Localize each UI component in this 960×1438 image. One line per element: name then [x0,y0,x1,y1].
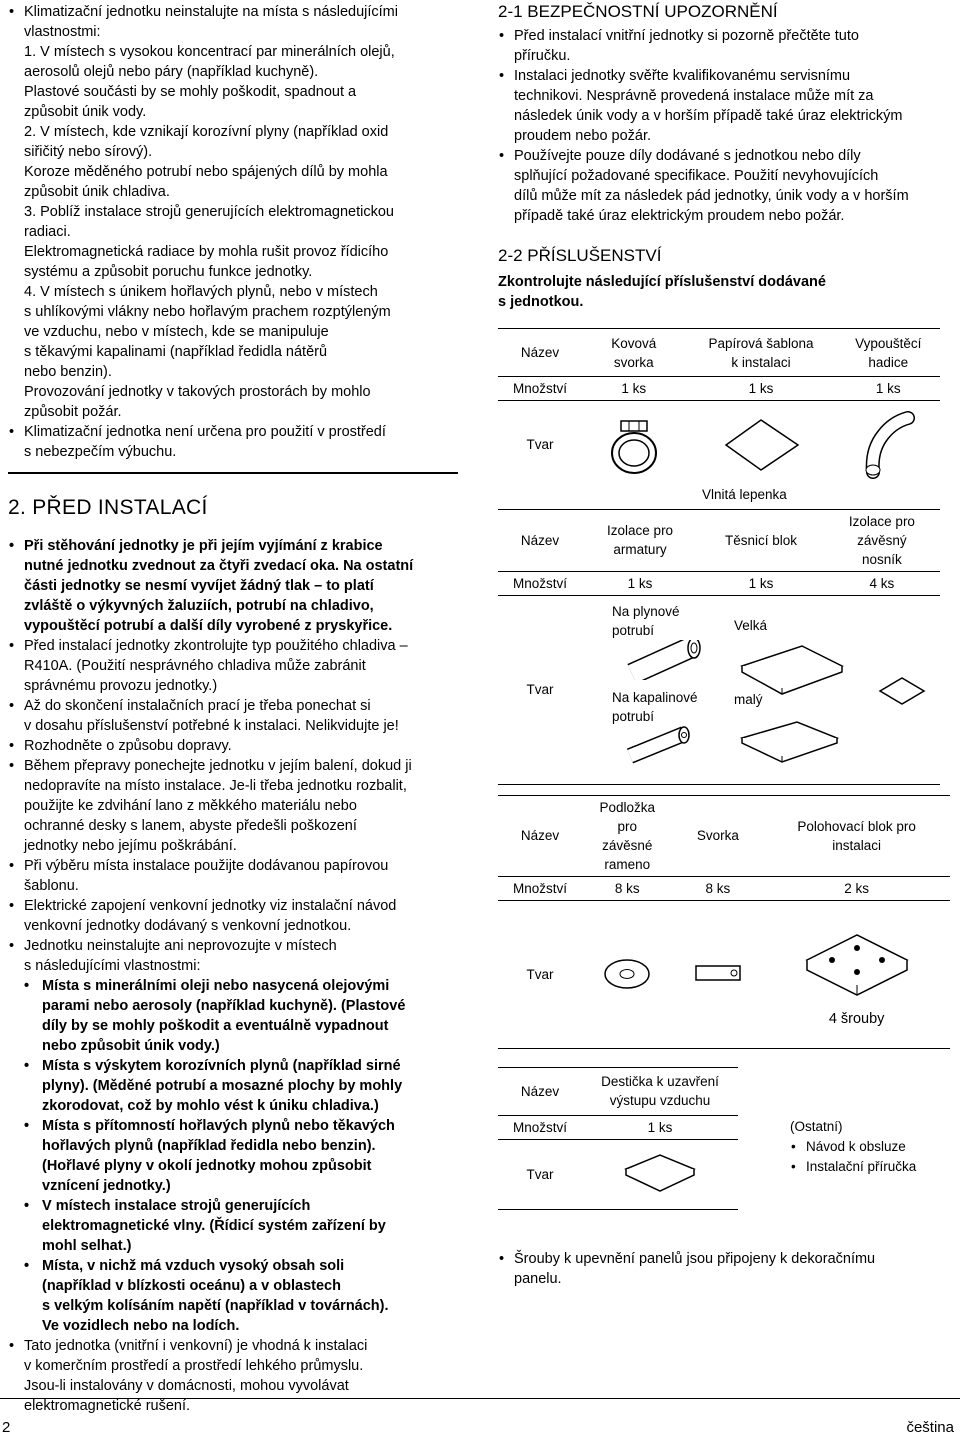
text-line: ve vzduchu, nebo v místech, kde se manipuluje [24,324,329,340]
text-line: Plastové součásti by se mohly poškodit, spadnout a [24,84,357,100]
accessories-lead [498,272,954,312]
safety-list [498,26,954,226]
list-item [8,1336,460,1416]
list-item [8,736,460,756]
text-line: s následujícími vlastnostmi: [24,958,201,974]
list-item [498,146,954,226]
text-line: • Elektrické zapojení venkovní jednotky viz instalační návod [24,898,397,914]
text-line: • Před instalací jednotky zkontrolujte typ použitého chladiva – [24,638,408,654]
sealing-block-small-icon [737,716,847,766]
list-item [8,696,460,736]
text-line: • Místa, v nichž má vzduch vysoký obsah soli [42,1258,345,1274]
text-line: zvláště o výkyvných žaluziích, potrubí na chladivo, [24,598,374,614]
text-line: Provozování jednotky v takových prostorách by mohlo [24,384,371,400]
text-line: • Klimatizační jednotka není určena pro použití v prostředí [24,424,386,440]
text-line: Ve vozidlech nebo na lodích. [42,1318,240,1334]
text-line: Koroze měděného potrubí nebo spájených dílů by mohla [24,164,388,180]
text-line: elektromagnetické rušení. [24,1398,191,1414]
numbered-item: 1. V místech s vysokou koncentrací par minerálních olejů, [24,44,395,60]
text-line: R410A. (Použití nesprávného chladiva může zabránit [24,658,366,674]
left-column [8,2,460,1416]
clamp-icon [599,413,669,477]
sub-list-item [8,1116,460,1196]
text-line: s nebezpečím výbuchu. [24,444,177,460]
text-line: jednotky nebo jejímu poškrábání. [24,838,237,854]
text-line: šablonu. [24,878,79,894]
text-line: (Hořlavé plyny v okolí jednotky mohou způsobit [42,1158,372,1174]
positioning-block-icon [792,920,922,1010]
list-item: • Při stěhování jednotky je při jejím vyjímání z krabice nutné jednotku zvednout za čtyři zvedací oka. Na ostatní části jednotky se nesmí vyvíjet žádný tlak – to platí zvláště o výkyvných žaluziích, potrubí na chladivo, vypouštěcí potrubí a další díly vyrobené z pryskyřice. [8,536,460,636]
text-line: zkorodovat, což by mohlo vést k úniku chladiva.) [42,1098,379,1114]
paper-template-icon [716,415,806,475]
text-line: hořlavých plynů (například ředidla nebo benzin). [42,1138,376,1154]
accessories-table-3: Název Podložka pro závěsné rameno Svorka Polohovací blok pro instalaci Množství 8 ks 8 ks 2 ks Tvar 4 šrouby [498,795,950,1049]
accessories-table-1: Název Kovová svorka Papírová šablona k instalaci Vypouštěcí hadice Množství 1 ks 1 ks 1 ks Tvar [498,328,940,489]
text-line: • Tato jednotka (vnitřní i venkovní) je vhodná k instalaci [24,1338,368,1354]
text-line: • Až do skončení instalačních prací je třeba ponechat si [24,698,371,714]
drain-hose-icon [853,410,923,480]
text-line: • Používejte pouze díly dodávané s jednotkou nebo díly [514,148,861,164]
text-line: způsobit únik vody. [24,104,147,120]
text-line: • Jednotku neinstalujte ani neprovozujte v místech [24,938,337,954]
text-line: • Klimatizační jednotku neinstalujte na místa s následujícími [24,4,398,20]
other-accessories [790,1117,916,1177]
text-line: (například v blízkosti oceánu) a v oblastech [42,1278,341,1294]
text-line: nebo benzin). [24,364,112,380]
right-column [498,2,954,1289]
pipe-insulation-liquid-icon [622,724,702,764]
text-line: • Místa s přítomností hořlavých plynů nebo těkavých [42,1118,395,1134]
text-line: způsobit požár. [24,404,122,420]
list-item [498,1249,954,1289]
text-line: systému a způsobit poruchu funkce jednotky. [24,264,313,280]
text-line: nedopravíte na místo instalace. Je-li třeba jednotku rozbalit, [24,778,407,794]
text-line: ochranné desky s lanem, abyste předešli poškození [24,818,357,834]
text-line: případě také úraz elektrickým proudem nebo požár. [514,208,845,224]
numbered-item: 2. V místech, kde vznikají korozívní plyny (například oxid [24,124,389,140]
list-item [498,26,954,66]
text-line: s uhlíkovými vlákny nebo hořlavým prachem rozptýleným [24,304,391,320]
text-line: vlastnostmi: [24,24,101,40]
text-line: • Místa s minerálními oleji nebo nasycená olejovými [42,978,390,994]
sub-list-item [8,976,460,1056]
text-line: plyny). (Měděné potrubí a mosazné plochy by mohly [42,1078,403,1094]
footer-rule [0,1398,960,1399]
list-item: • Instalační příručka [790,1157,916,1177]
list-item [8,2,460,422]
text-line: siřičitý nebo sírový). [24,144,153,160]
numbered-item: 3. Poblíž instalace strojů generujících elektromagnetickou [24,204,394,220]
sealing-block-large-icon [737,638,847,698]
text-line: • Při stěhování jednotky je při jejím vyjímání z krabice [24,538,383,554]
table-4-area [498,1067,954,1217]
other-title: (Ostatní) [790,1118,843,1134]
text-line: Elektromagnetická radiace by mohla rušit provoz řídicího [24,244,389,260]
text-line: parami nebo aerosoly (například kuchyně). (Plastové [42,998,406,1014]
list-item [8,936,460,976]
text-line: s jednotkou. [498,294,584,310]
air-outlet-cover-icon [620,1149,700,1199]
list-item [8,422,460,462]
text-line: následek únik vody a v horším případě také úraz elektrickým [514,108,903,124]
text-line: venkovní jednotky dodávaný s venkovní jednotkou. [24,918,352,934]
list-item [8,896,460,936]
text-line: radiaci. [24,224,71,240]
sub-list-item [8,1196,460,1256]
text-line: • Rozhodněte o způsobu dopravy. [24,738,232,754]
text-line: technikovi. Nesprávně provedená instalace může mít za [514,88,874,104]
text-line: vypouštěcí potrubí a další díly vyrobené z pryskyřice. [24,618,393,634]
text-line: s velkým kolísáním napětí (například v továrnách). [42,1298,389,1314]
text-line: • Šrouby k upevnění panelů jsou připojeny k dekoračnímu [514,1250,876,1267]
list-item [8,756,460,856]
text-line: příručku. [514,48,571,64]
text-line: způsobit únik chladiva. [24,184,170,200]
before-installation-list [8,536,460,976]
accessories-heading: 2-2 PŘÍSLUŠENSTVÍ [498,246,662,265]
text-line: s těkavými kapalinami (například ředidla nátěrů [24,344,328,360]
list-item [498,66,954,146]
text-line: části jednotky se nesmí vyvíjet žádný tlak – to platí [24,578,374,594]
text-line: • V místech instalace strojů generujících [42,1198,311,1214]
text-line: použijte ke zdvihání lano z měkkého materiálu nebo [24,798,357,814]
text-line: nebo způsobit únik vody.) [42,1038,220,1054]
text-line: vznícení jednotky.) [42,1178,171,1194]
text-line: správnému provozu jednotky.) [24,678,218,694]
numbered-item: 4. V místech s únikem hořlavých plynů, nebo v místech [24,284,378,300]
accessories-table-2: Název Izolace pro armatury Těsnicí blok Izolace pro závěsný nosník Množství 1 ks 1 ks 4 ks Tvar Na plynové potrubí Velká Na kapalinové potrubí malý [498,509,940,785]
cable-clamp-icon [688,954,748,994]
safety-heading: 2-1 BEZPEČNOSTNÍ UPOZORNĚNÍ [498,2,778,21]
language-label: čeština [906,1419,954,1436]
list-item [8,856,460,896]
section-divider [8,472,458,474]
washer-icon [597,949,657,999]
text-line: • Během přepravy ponechejte jednotku v jejím balení, dokud ji [24,758,412,774]
text-line: • Před instalací vnitřní jednotky si pozorně přečtěte tuto [514,28,859,44]
text-line: elektromagnetické vlny. (Řídicí systém zařízení by [42,1218,386,1234]
text-line: proudem nebo požár. [514,128,652,144]
text-line: v komerčním prostředí a prostředí lehkého průmyslu. [24,1358,364,1374]
accessories-table-4: Název Destička k uzavření výstupu vzduchu Množství 1 ks Tvar [498,1067,738,1210]
screws-label: 4 šrouby [828,1010,885,1027]
sub-list [8,976,460,1336]
text-line: Zkontrolujte následující příslušenství dodávané [498,274,826,290]
list [8,1336,460,1416]
sub-list-item [8,1256,460,1336]
unsuitable-locations-list [8,2,460,462]
section-title: 2. PŘED INSTALACÍ [8,496,208,519]
list-item [8,636,460,696]
hanger-insulation-icon [872,666,932,716]
text-line: panelu. [514,1270,562,1287]
text-line: splňující požadované specifikace. Použití nevyhovujících [514,168,879,184]
text-line: • Instalaci jednotky svěřte kvalifikovanému servisnímu [514,68,851,84]
text-line: mohl selhat.) [42,1238,132,1254]
text-line: • Při výběru místa instalace použijte dodávanou papírovou [24,858,389,874]
text-line: dílů může mít za následek pád jednotky, únik vody a v horším [514,188,909,204]
pipe-insulation-gas-icon [622,640,712,680]
sub-list-item [8,1056,460,1116]
text-line: díly by se mohly poškodit a eventuálně vypadnout [42,1018,389,1034]
text-line: v dosahu příslušenství potřebné k instalaci. Nelikvidujte je! [24,718,399,734]
screws-note [498,1249,954,1289]
corrugated-label: Vlnitá lepenka [702,486,787,502]
page-number: 2 [2,1419,11,1436]
list-item: • Návod k obsluze [790,1137,916,1157]
text-line: • Místa s výskytem korozívních plynů (například sirné [42,1058,401,1074]
text-line: Jsou-li instalovány v domácnosti, mohou vyvolávat [24,1378,349,1394]
text-line: aerosolů olejů nebo páry (například kuchyně). [24,64,319,80]
